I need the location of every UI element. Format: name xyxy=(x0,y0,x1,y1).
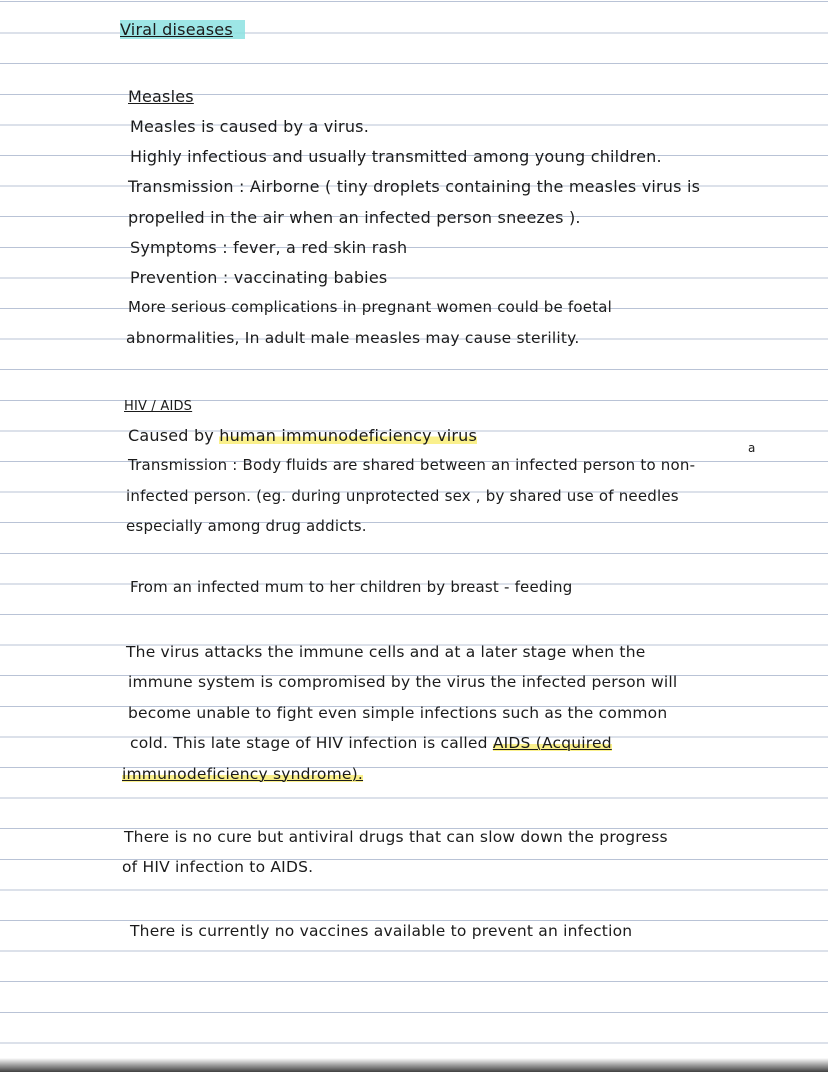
hiv-breastfeeding: From an infected mum to her children by breast - feeding xyxy=(130,578,573,596)
measles-line: More serious complications in pregnant women could be foetal xyxy=(128,298,613,316)
hiv-caused-by: Caused by human immunodeficiency virus xyxy=(128,426,478,445)
measles-line: abnormalities, In adult male measles may cause sterility. xyxy=(126,329,580,347)
insertion-mark: a xyxy=(748,441,756,455)
measles-line: propelled in the air when an infected person sneezes ). xyxy=(128,208,581,227)
measles-line: Highly infectious and usually transmitted among young children. xyxy=(130,147,662,166)
measles-heading: Measles xyxy=(128,87,194,106)
hiv-attack-line: immune system is compromised by the virus the infected person will xyxy=(128,673,678,691)
hiv-attack-line: cold. This late stage of HIV infection is called AIDS (Acquired xyxy=(130,734,612,752)
hiv-transmission-line: infected person. (eg. during unprotected sex , by shared use of needles xyxy=(126,487,679,505)
measles-line: Prevention : vaccinating babies xyxy=(130,268,388,287)
hiv-cure-line: There is no cure but antiviral drugs that can slow down the progress xyxy=(124,828,668,846)
hiv-vaccine-line: There is currently no vaccines available to prevent an infection xyxy=(130,922,633,940)
hiv-transmission-line: especially among drug addicts. xyxy=(126,517,367,535)
hiv-attack-line: The virus attacks the immune cells and at a later stage when the xyxy=(126,643,646,661)
measles-line: Measles is caused by a virus. xyxy=(130,117,369,136)
hiv-attack-line: become unable to fight even simple infections such as the common xyxy=(128,704,668,722)
hiv-syndrome-line: immunodeficiency syndrome). xyxy=(122,765,364,783)
measles-line: Transmission : Airborne ( tiny droplets containing the measles virus is xyxy=(128,177,701,196)
hiv-heading: HIV / AIDS xyxy=(124,399,193,414)
hiv-transmission-line: Transmission : Body fluids are shared between an infected person to non- xyxy=(128,456,696,474)
measles-line: Symptoms : fever, a red skin rash xyxy=(130,238,408,257)
hiv-cure-line: of HIV infection to AIDS. xyxy=(122,858,314,876)
page-title: Viral diseases xyxy=(120,20,245,39)
